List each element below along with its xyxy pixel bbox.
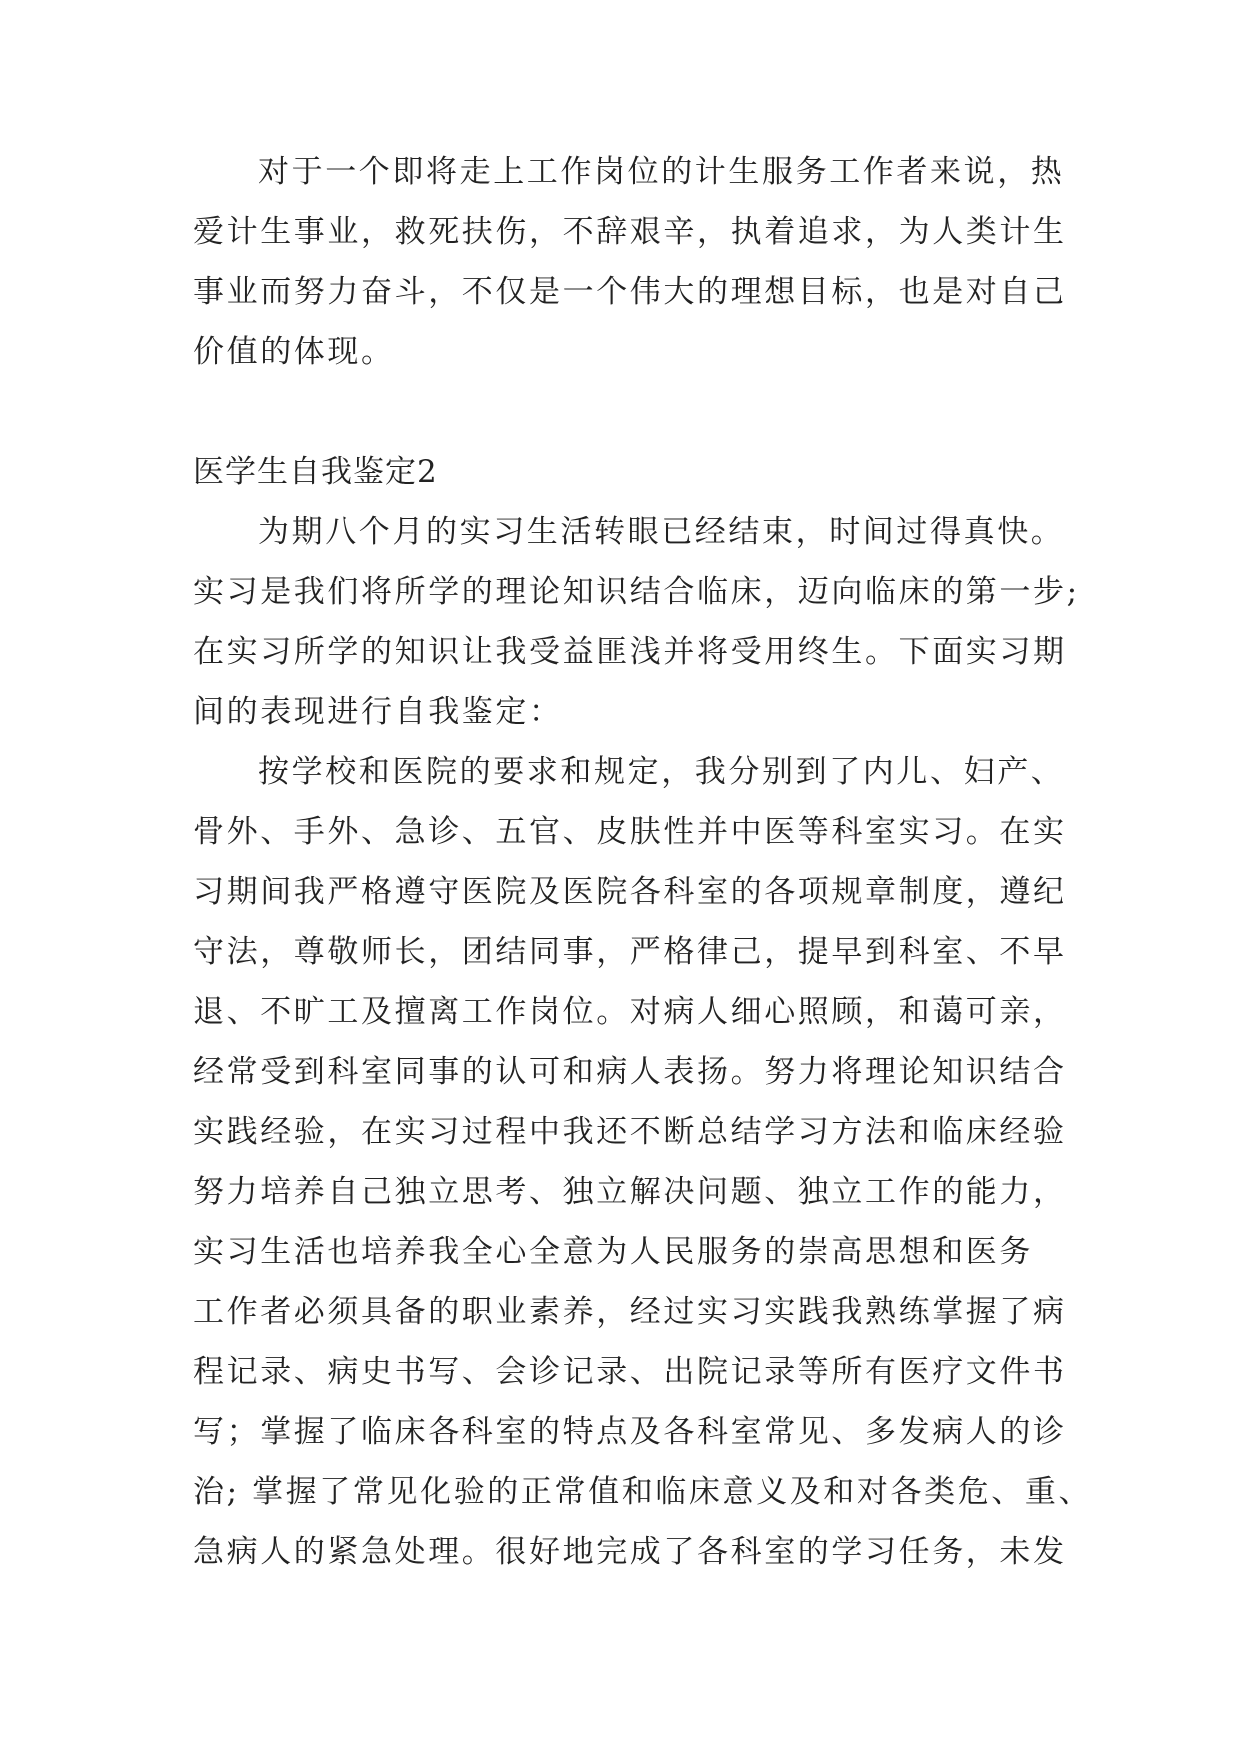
paragraph-line: 退、不旷工及擅离工作岗位。对病人细心照顾，和蔼可亲， [193,994,1067,1030]
paragraph-line: 实践经验，在实习过程中我还不断总结学习方法和临床经验 [193,1114,1067,1150]
paragraph-line: 程记录、病史书写、会诊记录、出院记录等所有医疗文件书 [193,1354,1067,1390]
paragraph-line: 经常受到科室同事的认可和病人表扬。努力将理论知识结合 [193,1054,1067,1090]
paragraph-line: 工作者必须具备的职业素养，经过实习实践我熟练掌握了病 [193,1294,1067,1330]
paragraph-line: 习期间我严格遵守医院及医院各科室的各项规章制度，遵纪 [193,874,1067,910]
paragraph-line: 爱计生事业，救死扶伤，不辞艰辛，执着追求，为人类计生 [193,214,1067,250]
paragraph-line: 间的表现进行自我鉴定： [193,694,563,730]
paragraph-line: 价值的体现。 [193,334,395,370]
paragraph-line: 急病人的紧急处理。很好地完成了各科室的学习任务，未发 [193,1534,1067,1570]
paragraph-line: 对于一个即将走上工作岗位的计生服务工作者来说，热 [258,154,1065,190]
section-heading: 医学生自我鉴定2 [193,454,438,490]
paragraph-line: 为期八个月的实习生活转眼已经结束，时间过得真快。 [258,514,1065,550]
paragraph-line: 实习是我们将所学的理论知识结合临床，迈向临床的第一步; [193,574,1080,610]
paragraph-line: 写；掌握了临床各科室的特点及各科室常见、多发病人的诊 [193,1414,1067,1450]
paragraph-line: 事业而努力奋斗，不仅是一个伟大的理想目标，也是对自己 [193,274,1067,310]
paragraph-line: 守法，尊敬师长，团结同事，严格律己，提早到科室、不早 [193,934,1067,970]
paragraph-line: 按学校和医院的要求和规定，我分别到了内儿、妇产、 [258,754,1065,790]
paragraph-line: 努力培养自己独立思考、独立解决问题、独立工作的能力， [193,1174,1067,1210]
paragraph-line: 实习生活也培养我全心全意为人民服务的崇高思想和医务 [193,1234,1033,1270]
paragraph-line: 在实习所学的知识让我受益匪浅并将受用终生。下面实习期 [193,634,1067,670]
paragraph-line: 治; 掌握了常见化验的正常值和临床意义及和对各类危、重、 [193,1474,1093,1510]
paragraph-line: 骨外、手外、急诊、五官、皮肤性并中医等科室实习。在实 [193,814,1067,850]
